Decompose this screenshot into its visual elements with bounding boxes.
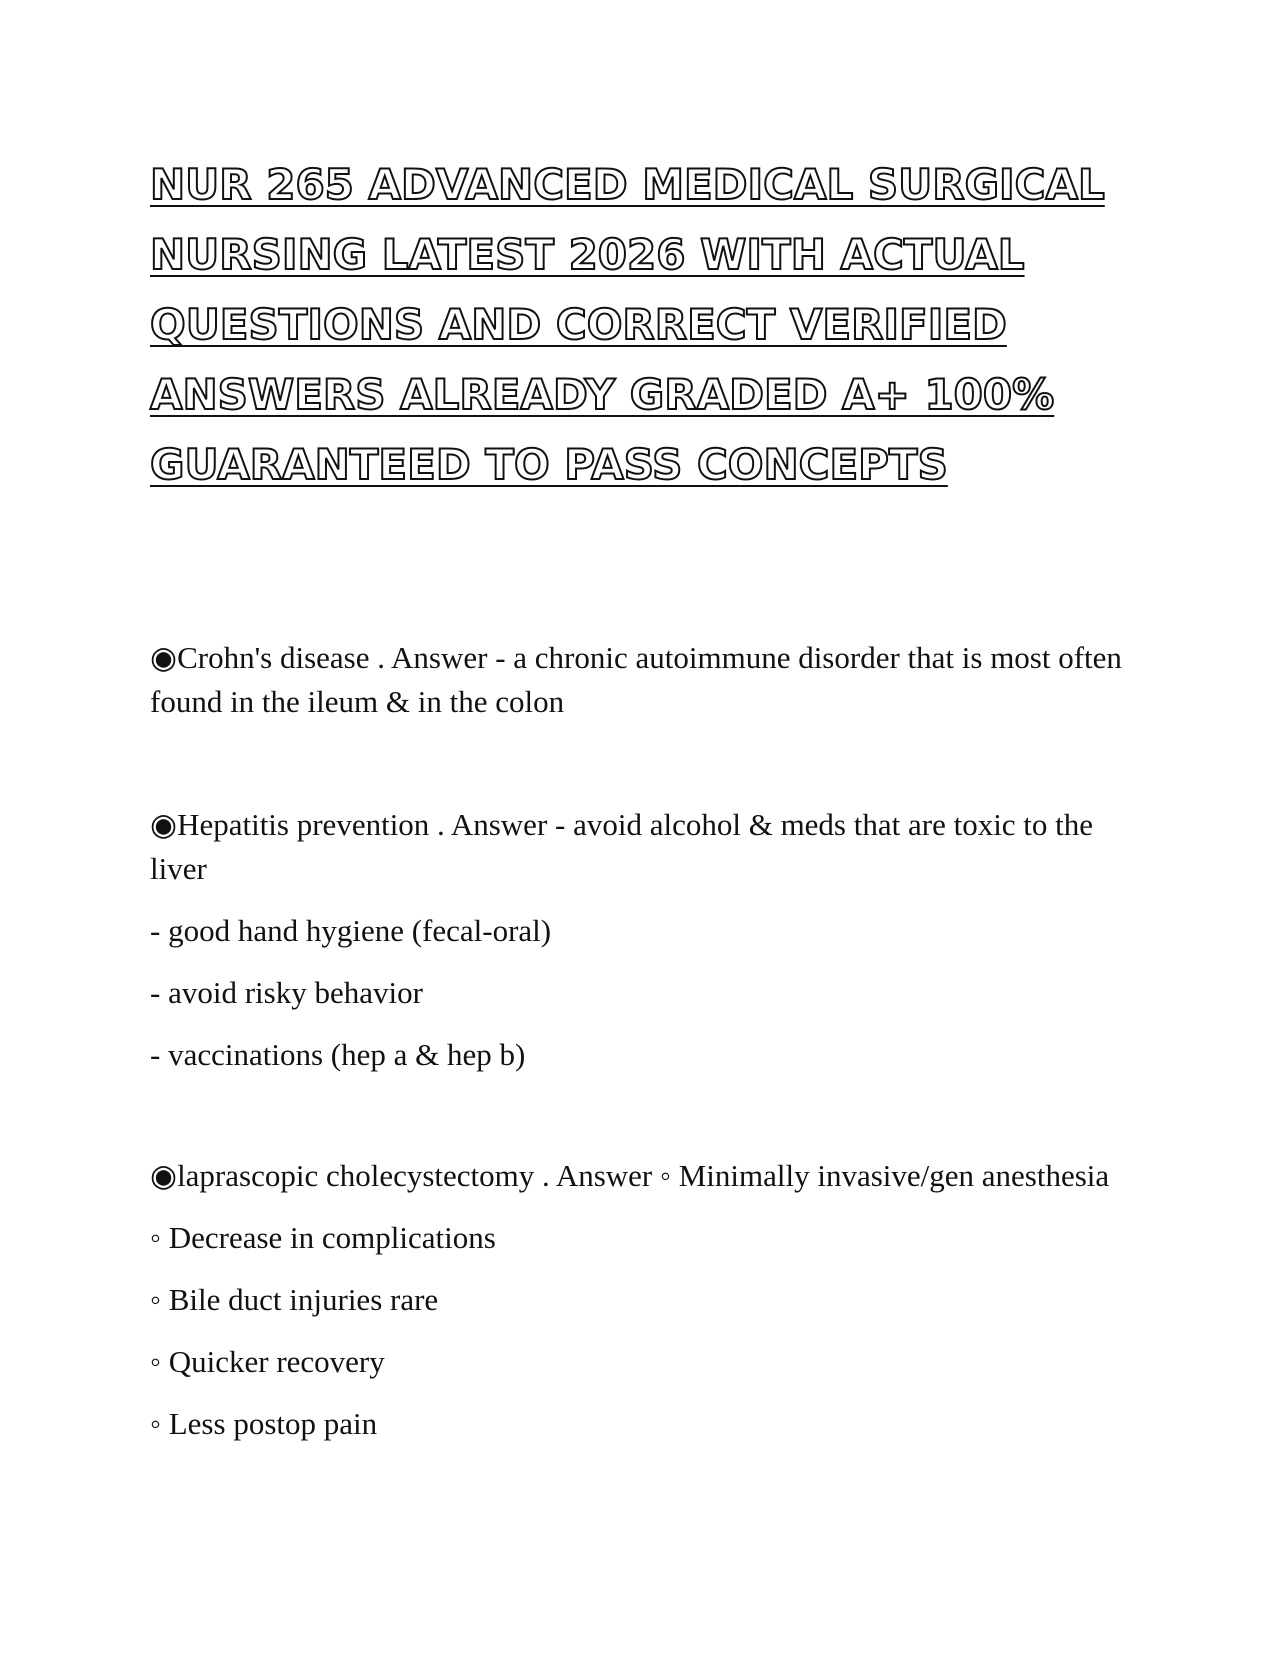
document-title bbox=[150, 150, 1110, 500]
qa-sub-item: ◦ Less postop pain bbox=[150, 1406, 378, 1441]
qa-item-hepatitis bbox=[150, 803, 1140, 1077]
qa-text: Hepatitis prevention . Answer - avoid alcohol & meds that are toxic to the liver bbox=[150, 807, 1094, 886]
title-line: NURSING LATEST 2026 WITH ACTUAL bbox=[150, 230, 1025, 279]
qa-sub-item: - good hand hygiene (fecal-oral) bbox=[150, 913, 552, 948]
qa-question bbox=[150, 1154, 1140, 1198]
radio-bullet-icon: ◉ bbox=[150, 640, 178, 675]
title-line: QUESTIONS AND CORRECT VERIFIED bbox=[150, 300, 1007, 349]
qa-sub-item: - avoid risky behavior bbox=[150, 975, 423, 1010]
title-line: NUR 265 ADVANCED MEDICAL SURGICAL bbox=[150, 160, 1105, 209]
qa-sub-item: ◦ Quicker recovery bbox=[150, 1344, 385, 1379]
qa-sub-item: ◦ Bile duct injuries rare bbox=[150, 1282, 439, 1317]
qa-question bbox=[150, 636, 1140, 724]
radio-bullet-icon: ◉ bbox=[150, 807, 178, 842]
qa-question bbox=[150, 803, 1140, 891]
qa-sub-item: ◦ Decrease in complications bbox=[150, 1220, 496, 1255]
qa-item-cholecystectomy bbox=[150, 1154, 1140, 1446]
qa-text: Crohn's disease . Answer - a chronic autoimmune disorder that is most often found in the ileum & in the colon bbox=[150, 640, 1122, 719]
radio-bullet-icon: ◉ bbox=[150, 1158, 178, 1193]
qa-item-crohns bbox=[150, 636, 1140, 724]
qa-sub-item: - vaccinations (hep a & hep b) bbox=[150, 1037, 526, 1072]
qa-text: laprascopic cholecystectomy . Answer ◦ Minimally invasive/gen anesthesia bbox=[177, 1158, 1110, 1193]
title-line: GUARANTEED TO PASS CONCEPTS bbox=[150, 440, 948, 489]
title-line: ANSWERS ALREADY GRADED A+ 100% bbox=[150, 370, 1055, 419]
